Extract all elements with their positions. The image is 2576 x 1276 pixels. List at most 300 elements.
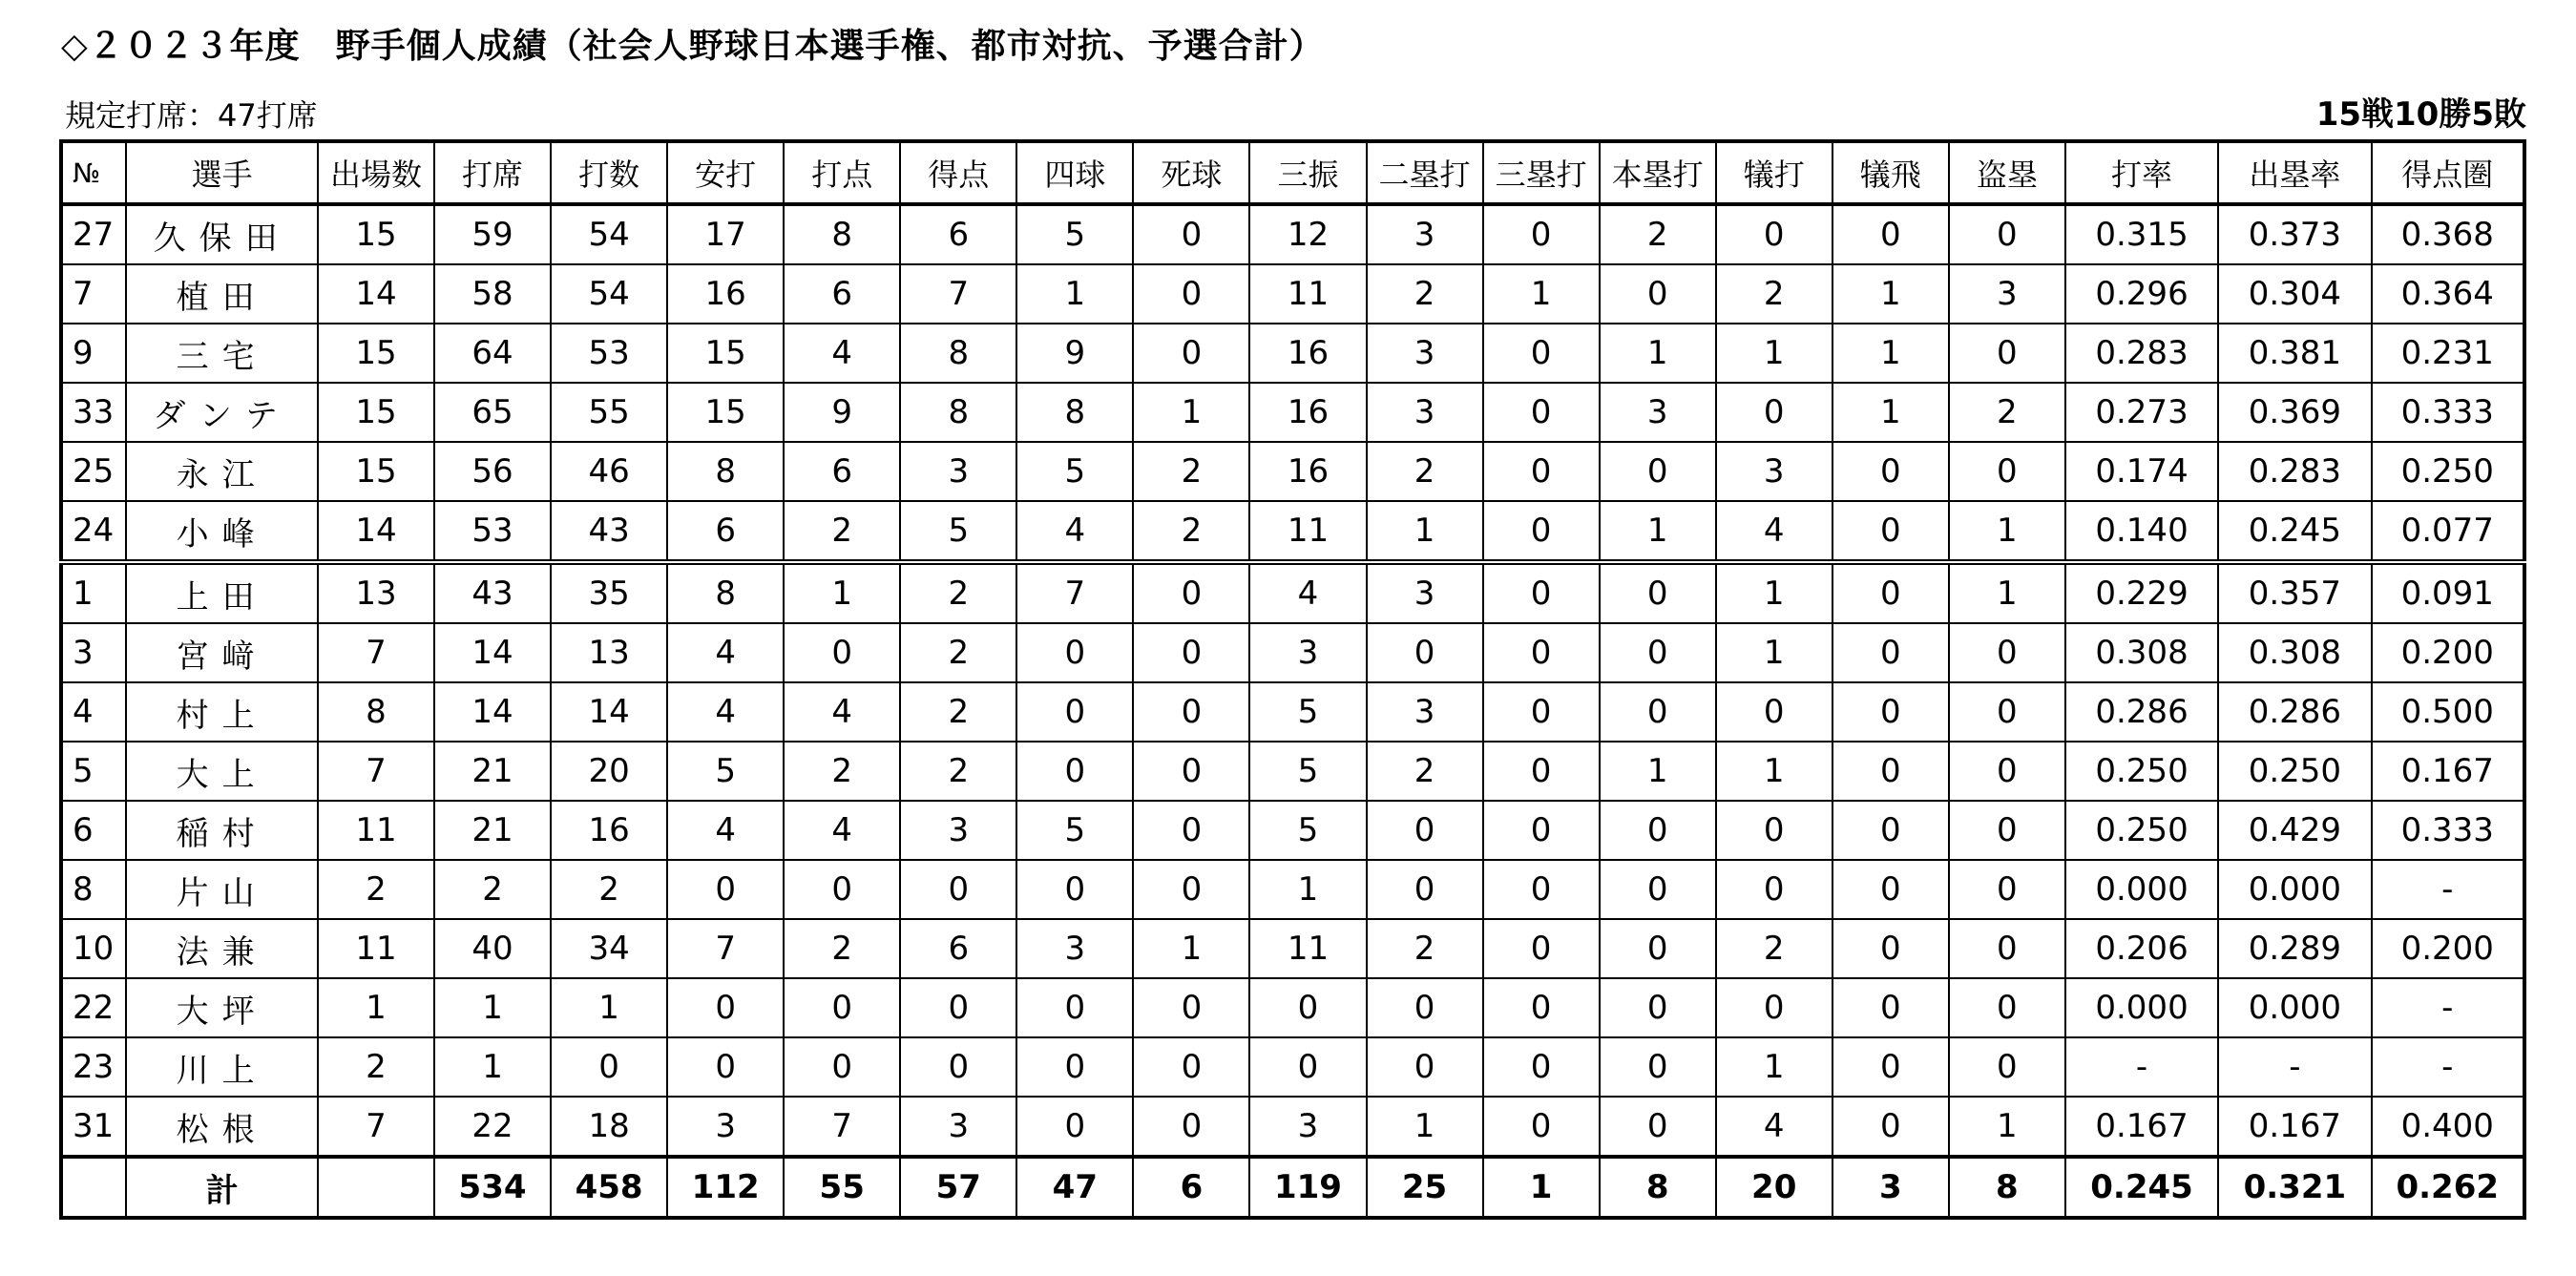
stat-cell: 0: [1016, 682, 1133, 742]
stat-cell: 0: [1367, 1037, 1483, 1097]
total-cell: [318, 1157, 434, 1218]
stat-cell: 0: [1483, 682, 1600, 742]
stat-cell: 8: [900, 383, 1016, 442]
stat-cell: 0.373: [2218, 204, 2371, 264]
stat-cell: 5: [1016, 442, 1133, 501]
stat-cell: 0: [1133, 623, 1249, 682]
stat-cell: 0: [1833, 860, 1949, 919]
player-name-cell: 上田: [126, 562, 318, 623]
stat-cell: 0.368: [2372, 204, 2524, 264]
stat-cell: 0.140: [2065, 501, 2218, 562]
stat-cell: 0: [667, 978, 784, 1037]
stat-cell: 4: [1716, 1097, 1833, 1157]
stat-cell: 43: [551, 501, 667, 562]
stat-cell: 0: [1016, 1097, 1133, 1157]
stat-cell: 55: [551, 383, 667, 442]
total-row: [61, 1157, 2524, 1218]
stat-cell: 7: [1016, 562, 1133, 623]
total-cell: [61, 1157, 126, 1218]
stat-cell: 9: [61, 324, 126, 383]
stat-cell: 0.289: [2218, 919, 2371, 978]
stat-cell: 0: [667, 860, 784, 919]
stat-cell: 5: [1016, 801, 1133, 860]
stat-cell: 5: [667, 742, 784, 801]
stat-cell: 0: [1600, 978, 1716, 1037]
stat-cell: 0: [1833, 442, 1949, 501]
stat-cell: 4: [667, 682, 784, 742]
stat-cell: 3: [1367, 562, 1483, 623]
stat-cell: 0: [1716, 978, 1833, 1037]
stat-cell: 0: [1833, 204, 1949, 264]
stat-cell: 0.364: [2372, 264, 2524, 324]
stat-cell: 27: [61, 204, 126, 264]
stat-cell: 1: [1716, 623, 1833, 682]
table-row: [61, 501, 2524, 562]
total-cell: 0.262: [2372, 1157, 2524, 1218]
stat-cell: 0.283: [2218, 442, 2371, 501]
stat-cell: 1: [61, 562, 126, 623]
total-cell: 534: [434, 1157, 551, 1218]
stat-cell: 2: [551, 860, 667, 919]
stat-cell: 0: [1483, 442, 1600, 501]
stat-cell: 3: [1249, 623, 1366, 682]
stat-cell: 13: [551, 623, 667, 682]
player-name-cell: 植田: [126, 264, 318, 324]
stat-cell: 0.245: [2218, 501, 2371, 562]
stat-cell: 1: [1133, 919, 1249, 978]
stat-cell: 6: [900, 919, 1016, 978]
stat-cell: 0.308: [2218, 623, 2371, 682]
total-cell: 119: [1249, 1157, 1366, 1218]
stat-cell: 0: [1600, 264, 1716, 324]
table-row: [61, 919, 2524, 978]
stat-cell: 3: [1949, 264, 2065, 324]
stat-cell: 0: [1949, 442, 2065, 501]
total-cell: 6: [1133, 1157, 1249, 1218]
stat-cell: 2: [1367, 919, 1483, 978]
stat-cell: 0.167: [2218, 1097, 2371, 1157]
stat-cell: 1: [434, 978, 551, 1037]
stat-cell: 0.077: [2372, 501, 2524, 562]
table-row: [61, 801, 2524, 860]
stat-cell: 0: [1716, 860, 1833, 919]
column-header: 打率: [2065, 141, 2218, 204]
stat-cell: 1: [1833, 324, 1949, 383]
stat-cell: 7: [784, 1097, 900, 1157]
stat-cell: 1: [1949, 562, 2065, 623]
stat-cell: 22: [434, 1097, 551, 1157]
stat-cell: 11: [318, 801, 434, 860]
stat-cell: 0: [1600, 860, 1716, 919]
stat-cell: 0.250: [2372, 442, 2524, 501]
batting-stats-table: [59, 139, 2526, 1220]
stat-cell: 16: [551, 801, 667, 860]
stat-cell: 3: [1016, 919, 1133, 978]
stat-cell: 3: [61, 623, 126, 682]
stat-cell: 0: [1949, 801, 2065, 860]
stat-cell: 1: [1483, 264, 1600, 324]
stat-cell: 7: [318, 1097, 434, 1157]
stat-cell: 0: [1133, 562, 1249, 623]
column-header: 死球: [1133, 141, 1249, 204]
stat-cell: 65: [434, 383, 551, 442]
stat-cell: 2: [1949, 383, 2065, 442]
stat-cell: 0: [1367, 801, 1483, 860]
stat-cell: 8: [667, 442, 784, 501]
table-row: [61, 1037, 2524, 1097]
stat-cell: 0: [1949, 919, 2065, 978]
stat-cell: 0: [1483, 324, 1600, 383]
stat-cell: 0: [1949, 682, 2065, 742]
stat-cell: 0.174: [2065, 442, 2218, 501]
stat-cell: 0: [1600, 1037, 1716, 1097]
stat-cell: 0: [1367, 978, 1483, 1037]
stat-cell: 1: [1600, 501, 1716, 562]
stat-cell: 8: [667, 562, 784, 623]
stat-cell: 0: [551, 1037, 667, 1097]
stat-cell: 13: [318, 562, 434, 623]
column-header: 得点圏: [2372, 141, 2524, 204]
total-cell: 8: [1600, 1157, 1716, 1218]
stat-cell: 22: [61, 978, 126, 1037]
stat-cell: 0: [1249, 1037, 1366, 1097]
stat-cell: 1: [1833, 264, 1949, 324]
stat-cell: 43: [434, 562, 551, 623]
column-header: 四球: [1016, 141, 1133, 204]
stat-cell: 2: [784, 742, 900, 801]
stat-cell: -: [2372, 860, 2524, 919]
stat-cell: 7: [318, 742, 434, 801]
stat-cell: 0: [1483, 860, 1600, 919]
stat-cell: 15: [318, 204, 434, 264]
stat-cell: 1: [1716, 562, 1833, 623]
stat-cell: 15: [667, 383, 784, 442]
total-cell: 8: [1949, 1157, 2065, 1218]
stat-cell: 1: [1249, 860, 1366, 919]
stat-cell: 3: [1249, 1097, 1366, 1157]
stat-cell: 0: [1600, 562, 1716, 623]
stat-cell: 0: [1483, 204, 1600, 264]
stat-cell: 0.206: [2065, 919, 2218, 978]
stat-cell: 0: [1133, 682, 1249, 742]
stat-cell: 0: [1016, 978, 1133, 1037]
stat-cell: 0.273: [2065, 383, 2218, 442]
stat-cell: 21: [434, 742, 551, 801]
stat-cell: -: [2065, 1037, 2218, 1097]
total-cell: 112: [667, 1157, 784, 1218]
stat-cell: 0.400: [2372, 1097, 2524, 1157]
stat-cell: 3: [900, 442, 1016, 501]
stat-cell: 0: [1483, 978, 1600, 1037]
stat-cell: 54: [551, 264, 667, 324]
stat-cell: 2: [784, 501, 900, 562]
stat-cell: 0: [667, 1037, 784, 1097]
player-name-cell: 片山: [126, 860, 318, 919]
table-row: [61, 1097, 2524, 1157]
stat-cell: 11: [1249, 501, 1366, 562]
stat-cell: 0.167: [2372, 742, 2524, 801]
stat-cell: 0: [1949, 623, 2065, 682]
stat-cell: 0.296: [2065, 264, 2218, 324]
column-header: 打席: [434, 141, 551, 204]
stat-cell: 5: [1249, 682, 1366, 742]
stat-cell: 58: [434, 264, 551, 324]
stat-cell: 0: [1716, 682, 1833, 742]
stat-cell: 5: [900, 501, 1016, 562]
stat-cell: 8: [318, 682, 434, 742]
table-row: [61, 742, 2524, 801]
stat-cell: 0.200: [2372, 623, 2524, 682]
stat-cell: 9: [1016, 324, 1133, 383]
stat-cell: 6: [667, 501, 784, 562]
table-row: [61, 623, 2524, 682]
stat-cell: 4: [784, 801, 900, 860]
stat-cell: 0: [1367, 623, 1483, 682]
stat-cell: 33: [61, 383, 126, 442]
stat-cell: 0: [1600, 801, 1716, 860]
stat-cell: 0: [1016, 860, 1133, 919]
stat-cell: 2: [434, 860, 551, 919]
stat-cell: 2: [1367, 264, 1483, 324]
total-cell: 47: [1016, 1157, 1133, 1218]
stat-cell: 0.429: [2218, 801, 2371, 860]
stat-cell: 0.167: [2065, 1097, 2218, 1157]
stat-cell: 4: [1016, 501, 1133, 562]
stat-cell: 0: [1016, 742, 1133, 801]
stat-cell: 0: [1833, 1097, 1949, 1157]
column-header: 二塁打: [1367, 141, 1483, 204]
player-name-cell: 永江: [126, 442, 318, 501]
stat-cell: 11: [1249, 264, 1366, 324]
stat-cell: 0.000: [2218, 978, 2371, 1037]
stat-cell: 0: [784, 1037, 900, 1097]
table-row: [61, 562, 2524, 623]
stat-cell: 0: [1133, 801, 1249, 860]
stat-cell: 2: [900, 562, 1016, 623]
stat-cell: 11: [318, 919, 434, 978]
stat-cell: 35: [551, 562, 667, 623]
stat-cell: 0: [1716, 801, 1833, 860]
stat-cell: 6: [784, 264, 900, 324]
stat-cell: 16: [667, 264, 784, 324]
stat-cell: -: [2218, 1037, 2371, 1097]
stat-cell: 0.308: [2065, 623, 2218, 682]
stat-cell: 0: [1600, 442, 1716, 501]
stat-cell: 0: [1483, 919, 1600, 978]
total-cell: 1: [1483, 1157, 1600, 1218]
stat-cell: 1: [1716, 1037, 1833, 1097]
player-name-cell: 小峰: [126, 501, 318, 562]
table-header-row: [61, 141, 2524, 204]
player-name-cell: 宮﨑: [126, 623, 318, 682]
stat-cell: 0.333: [2372, 801, 2524, 860]
stat-cell: 0: [784, 860, 900, 919]
stat-cell: 0.369: [2218, 383, 2371, 442]
stat-cell: 1: [551, 978, 667, 1037]
total-label: 計: [126, 1157, 318, 1218]
player-name-cell: ダンテ: [126, 383, 318, 442]
stat-cell: 2: [1367, 742, 1483, 801]
stat-cell: 3: [1367, 324, 1483, 383]
season-record: 15戦10勝5敗: [2315, 95, 2526, 134]
stat-cell: 0: [1600, 623, 1716, 682]
stat-cell: 0: [1483, 623, 1600, 682]
column-header: №: [61, 141, 126, 204]
stat-cell: 0: [1833, 919, 1949, 978]
stat-cell: 0: [1483, 562, 1600, 623]
stat-cell: 0.304: [2218, 264, 2371, 324]
stat-cell: 14: [551, 682, 667, 742]
stat-cell: 0.000: [2218, 860, 2371, 919]
stat-cell: 0.200: [2372, 919, 2524, 978]
column-header: 打点: [784, 141, 900, 204]
stat-cell: 0: [1483, 501, 1600, 562]
stat-cell: 0: [1016, 623, 1133, 682]
player-name-cell: 三宅: [126, 324, 318, 383]
stat-cell: 0: [1833, 623, 1949, 682]
stat-cell: 0: [1600, 682, 1716, 742]
column-header: 出塁率: [2218, 141, 2371, 204]
stat-cell: -: [2372, 978, 2524, 1037]
stat-cell: 0: [1716, 204, 1833, 264]
stat-cell: 8: [61, 860, 126, 919]
stat-cell: 1: [1949, 1097, 2065, 1157]
stat-cell: 10: [61, 919, 126, 978]
stat-cell: 18: [551, 1097, 667, 1157]
stat-cell: 7: [318, 623, 434, 682]
stat-cell: 0.286: [2218, 682, 2371, 742]
stat-cell: 24: [61, 501, 126, 562]
stat-cell: 0.286: [2065, 682, 2218, 742]
stat-cell: 8: [1016, 383, 1133, 442]
player-name-cell: 村上: [126, 682, 318, 742]
stat-cell: 0: [1133, 860, 1249, 919]
table-row: [61, 264, 2524, 324]
stat-cell: 0: [1133, 324, 1249, 383]
player-name-cell: 松根: [126, 1097, 318, 1157]
stat-cell: 2: [318, 860, 434, 919]
stat-cell: 1: [1133, 383, 1249, 442]
stat-cell: 0: [1483, 1097, 1600, 1157]
stat-cell: 3: [1367, 383, 1483, 442]
stat-cell: 14: [434, 682, 551, 742]
stat-cell: 1: [318, 978, 434, 1037]
stat-cell: 14: [318, 501, 434, 562]
stat-cell: 0: [1133, 978, 1249, 1037]
stat-cell: 2: [1716, 264, 1833, 324]
player-name-cell: 川上: [126, 1037, 318, 1097]
stat-cell: 0: [1949, 742, 2065, 801]
stat-cell: 1: [1716, 324, 1833, 383]
stat-cell: 0: [900, 978, 1016, 1037]
stat-cell: 3: [1367, 682, 1483, 742]
stat-cell: -: [2372, 1037, 2524, 1097]
stat-cell: 0: [1249, 978, 1366, 1037]
page-title: ◇２０２３年度 野手個人成績（社会人野球日本選手権、都市対抗、予選合計）: [61, 27, 1325, 66]
stat-cell: 0: [900, 1037, 1016, 1097]
column-header: 犠打: [1716, 141, 1833, 204]
stat-cell: 0.250: [2065, 801, 2218, 860]
stat-cell: 1: [1600, 324, 1716, 383]
stat-cell: 0.500: [2372, 682, 2524, 742]
column-header: 安打: [667, 141, 784, 204]
stat-cell: 12: [1249, 204, 1366, 264]
stat-cell: 2: [1367, 442, 1483, 501]
stat-cell: 0: [1483, 1037, 1600, 1097]
total-cell: 0.321: [2218, 1157, 2371, 1218]
stat-cell: 0: [1949, 1037, 2065, 1097]
stat-cell: 4: [784, 682, 900, 742]
total-cell: 3: [1833, 1157, 1949, 1218]
stat-cell: 3: [900, 1097, 1016, 1157]
stat-cell: 15: [318, 442, 434, 501]
table-body: [61, 204, 2524, 1218]
column-header: 選手: [126, 141, 318, 204]
total-cell: 57: [900, 1157, 1016, 1218]
stat-cell: 1: [1367, 1097, 1483, 1157]
stat-cell: 0: [1483, 742, 1600, 801]
stat-cell: 0: [1949, 860, 2065, 919]
stat-cell: 59: [434, 204, 551, 264]
stat-cell: 0: [784, 978, 900, 1037]
stat-cell: 5: [1016, 204, 1133, 264]
total-cell: 20: [1716, 1157, 1833, 1218]
stat-cell: 15: [318, 324, 434, 383]
stat-cell: 0.229: [2065, 562, 2218, 623]
stat-cell: 0.000: [2065, 860, 2218, 919]
stat-cell: 1: [1600, 742, 1716, 801]
stat-cell: 17: [667, 204, 784, 264]
stat-cell: 0.283: [2065, 324, 2218, 383]
stat-cell: 0: [1016, 1037, 1133, 1097]
stat-cell: 25: [61, 442, 126, 501]
player-name-cell: 法兼: [126, 919, 318, 978]
stat-cell: 2: [900, 623, 1016, 682]
column-header: 盗塁: [1949, 141, 2065, 204]
stat-cell: 7: [900, 264, 1016, 324]
stat-cell: 15: [318, 383, 434, 442]
qualification-note: 規定打席：47打席: [65, 97, 318, 134]
stat-cell: 23: [61, 1037, 126, 1097]
total-cell: 458: [551, 1157, 667, 1218]
player-name-cell: 大坪: [126, 978, 318, 1037]
stat-cell: 21: [434, 801, 551, 860]
stat-cell: 0: [1949, 978, 2065, 1037]
stat-cell: 3: [1367, 204, 1483, 264]
stat-cell: 2: [1133, 442, 1249, 501]
player-name-cell: 稲村: [126, 801, 318, 860]
column-header: 出場数: [318, 141, 434, 204]
stat-cell: 5: [61, 742, 126, 801]
stat-cell: 0: [1600, 1097, 1716, 1157]
table-row: [61, 978, 2524, 1037]
stat-cell: 0: [1833, 682, 1949, 742]
stat-cell: 0: [900, 860, 1016, 919]
stat-cell: 0: [1833, 742, 1949, 801]
stat-cell: 14: [434, 623, 551, 682]
stat-cell: 34: [551, 919, 667, 978]
column-header: 打数: [551, 141, 667, 204]
stat-cell: 5: [1249, 801, 1366, 860]
stat-cell: 4: [667, 801, 784, 860]
stat-cell: 0: [1133, 1037, 1249, 1097]
column-header: 犠飛: [1833, 141, 1949, 204]
stat-cell: 0: [784, 623, 900, 682]
stat-cell: 0: [1949, 204, 2065, 264]
stat-cell: 6: [900, 204, 1016, 264]
total-cell: 25: [1367, 1157, 1483, 1218]
total-cell: 55: [784, 1157, 900, 1218]
